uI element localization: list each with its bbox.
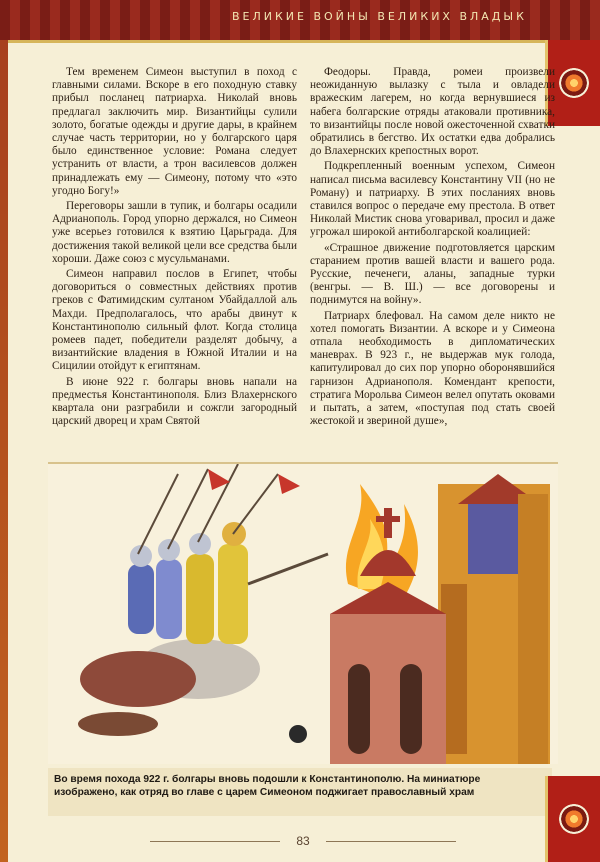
paragraph: В июне 922 г. болгары вновь напали на предместья Константинополя. Близ Влахернского квартала они разграбили и сожгли загородный царский дворец и храм Святой — [52, 375, 297, 428]
illustration-caption: Во время похода 922 г. болгары вновь подошли к Константинополю. На миниатюре изображено, как отряд во главе с царем Симеоном поджигает православный храм — [54, 774, 481, 798]
battle-scene-image — [48, 464, 558, 764]
paragraph: Тем временем Симеон выступил в поход с главными силами. Вскоре в его походную ставку прибыл посланец патриарха. Николай вновь предлагал заключить мир. Византийцы сулили золото, богатые одежды и другие дары, в крайнем случае часть территории, но у болгарского царя было единственное условие: Романа следует устранить от власти, а трон василевсов должен принадлежать ему — Симеону, потому что «это угодно Богу!» — [52, 66, 297, 197]
corner-ornament-bottom — [545, 776, 600, 862]
miniature-illustration — [48, 462, 558, 764]
page-number: 83 — [296, 834, 310, 848]
paragraph: Патриарх блефовал. На самом деле никто не хотел помогать Византии. А вскоре и у Симеона отпала необходимость в дипломатических маневрах. В 923 г., не выдержав мук голода, капитулировал до сих пор упорно оборонявшийся гарнизон Адрианополя. Комендант крепости, стратига Морольва Симеон велел опутать оковами и пытать, а затем, «поступая под стать своей жестокой и звериной душе», — [310, 309, 555, 428]
paragraph: Подкрепленный военным успехом, Симеон написал письма василевсу Константину VII (но не Роману) и патриарху. В этих посланиях вновь ставился вопрос о передаче ему престола. В ответ Николай Мистик снова уговаривал, просил и даже угрожал широкой антиболгарской коалицией: — [310, 160, 555, 239]
paragraph: Феодоры. Правда, ромеи произвели неожиданную вылазку с тыла и овладели вражеским лагерем, но когда вернувшиеся из набега болгарские отряды атаковали противника, то византийцы после новой ожесточенной схватки обратились в бегство. Их остатки едва добрались до Влахернских крепостных ворот. — [310, 66, 555, 158]
header-band — [0, 0, 600, 43]
paragraph: Симеон направил послов в Египет, чтобы договориться о совместных действиях против греков с Фатимидским султаном Убайдаллой аль Махди. Предполагалось, что арабы двинут к Константинополю сильный флот. Когда столица ромеев падет, победители разделят добычу, а византийские владения в Южной Италии и на Сицилии отойдут к египтянам. — [52, 268, 297, 373]
text-column-right — [310, 66, 555, 430]
flower-ornament-icon — [559, 68, 589, 98]
quote-paragraph: «Страшное движение подготовляется царским старанием против вашей власти и вашего рода. Русские, печенеги, аланы, западные турки (венгры. — В. Ш.) — все договорены и поднимутся на войну». — [310, 241, 555, 307]
paragraph: Переговоры зашли в тупик, и болгары осадили Адрианополь. Город упорно держался, но Симеон уже всерьез готовился к взятию Царьграда. Для достижения такой великой цели все средства были хороши. Даже союз с мусульманами. — [52, 200, 297, 265]
flower-ornament-icon — [559, 804, 589, 834]
text-column-left — [52, 66, 297, 430]
running-header-title: ВЕЛИКИЕ ВОЙНЫ ВЕЛИКИХ ВЛАДЫК — [232, 10, 527, 23]
footer-rule-left — [150, 841, 280, 842]
left-edge-decoration — [0, 40, 8, 862]
footer-rule-right — [326, 841, 456, 842]
